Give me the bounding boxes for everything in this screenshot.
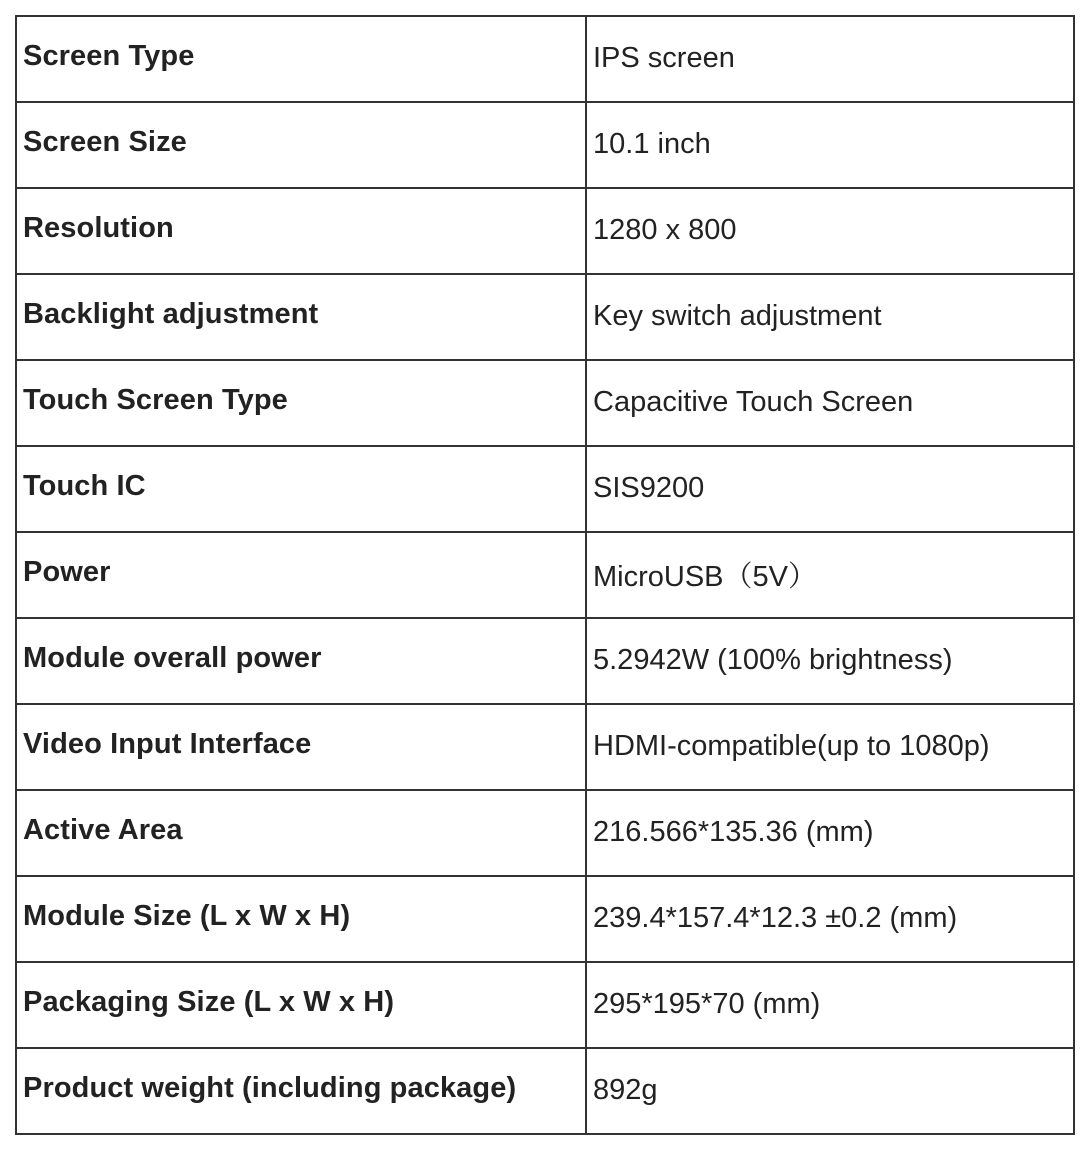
spec-value: 892g	[593, 1073, 658, 1106]
table-row	[16, 618, 1074, 704]
spec-value: HDMI-compatible(up to 1080p)	[593, 729, 990, 762]
spec-table-body	[16, 16, 1074, 1134]
spec-table	[15, 15, 1075, 1135]
spec-value-cell	[586, 188, 1074, 274]
table-row	[16, 790, 1074, 876]
spec-label: Product weight (including package)	[23, 1071, 517, 1104]
table-row	[16, 360, 1074, 446]
spec-label: Screen Type	[23, 39, 195, 72]
table-row	[16, 962, 1074, 1048]
spec-value: 1280 x 800	[593, 213, 737, 246]
spec-value-cell	[586, 876, 1074, 962]
spec-value-cell	[586, 618, 1074, 704]
spec-label: Module overall power	[23, 641, 322, 674]
table-row	[16, 274, 1074, 360]
spec-value-cell	[586, 1048, 1074, 1134]
spec-value-cell	[586, 274, 1074, 360]
table-row	[16, 1048, 1074, 1134]
spec-label: Packaging Size (L x W x H)	[23, 985, 395, 1018]
spec-value: MicroUSB（5V）	[593, 560, 817, 593]
spec-label-cell	[16, 876, 586, 962]
spec-value: 295*195*70 (mm)	[593, 987, 821, 1020]
spec-value: 216.566*135.36 (mm)	[593, 815, 874, 848]
spec-value: Key switch adjustment	[593, 299, 882, 332]
table-row	[16, 704, 1074, 790]
spec-label-cell	[16, 618, 586, 704]
spec-value: 5.2942W (100% brightness)	[593, 643, 953, 676]
spec-label-cell	[16, 16, 586, 102]
table-row	[16, 876, 1074, 962]
spec-label-cell	[16, 704, 586, 790]
spec-value-cell	[586, 446, 1074, 532]
spec-value: SIS9200	[593, 471, 705, 504]
spec-label-cell	[16, 532, 586, 618]
spec-value-cell	[586, 704, 1074, 790]
table-row	[16, 532, 1074, 618]
spec-label-cell	[16, 274, 586, 360]
spec-label: Resolution	[23, 211, 174, 244]
table-row	[16, 446, 1074, 532]
spec-label-cell	[16, 360, 586, 446]
spec-label: Backlight adjustment	[23, 297, 319, 330]
spec-value: 239.4*157.4*12.3 ±0.2 (mm)	[593, 901, 958, 934]
spec-label: Video Input Interface	[23, 727, 312, 760]
spec-label-cell	[16, 1048, 586, 1134]
spec-value-cell	[586, 790, 1074, 876]
spec-label: Touch Screen Type	[23, 383, 288, 416]
spec-label: Touch IC	[23, 469, 146, 502]
spec-label-cell	[16, 962, 586, 1048]
spec-value-cell	[586, 360, 1074, 446]
table-row	[16, 102, 1074, 188]
spec-value: Capacitive Touch Screen	[593, 385, 914, 418]
spec-label: Module Size (L x W x H)	[23, 899, 351, 932]
spec-value: IPS screen	[593, 41, 735, 74]
spec-label: Active Area	[23, 813, 183, 846]
spec-value-cell	[586, 532, 1074, 618]
spec-label-cell	[16, 188, 586, 274]
spec-value: 10.1 inch	[593, 127, 711, 160]
spec-label-cell	[16, 446, 586, 532]
spec-value-cell	[586, 962, 1074, 1048]
spec-label: Screen Size	[23, 125, 187, 158]
table-row	[16, 16, 1074, 102]
table-row	[16, 188, 1074, 274]
spec-label: Power	[23, 555, 111, 588]
spec-value-cell	[586, 16, 1074, 102]
spec-value-cell	[586, 102, 1074, 188]
spec-label-cell	[16, 790, 586, 876]
spec-label-cell	[16, 102, 586, 188]
